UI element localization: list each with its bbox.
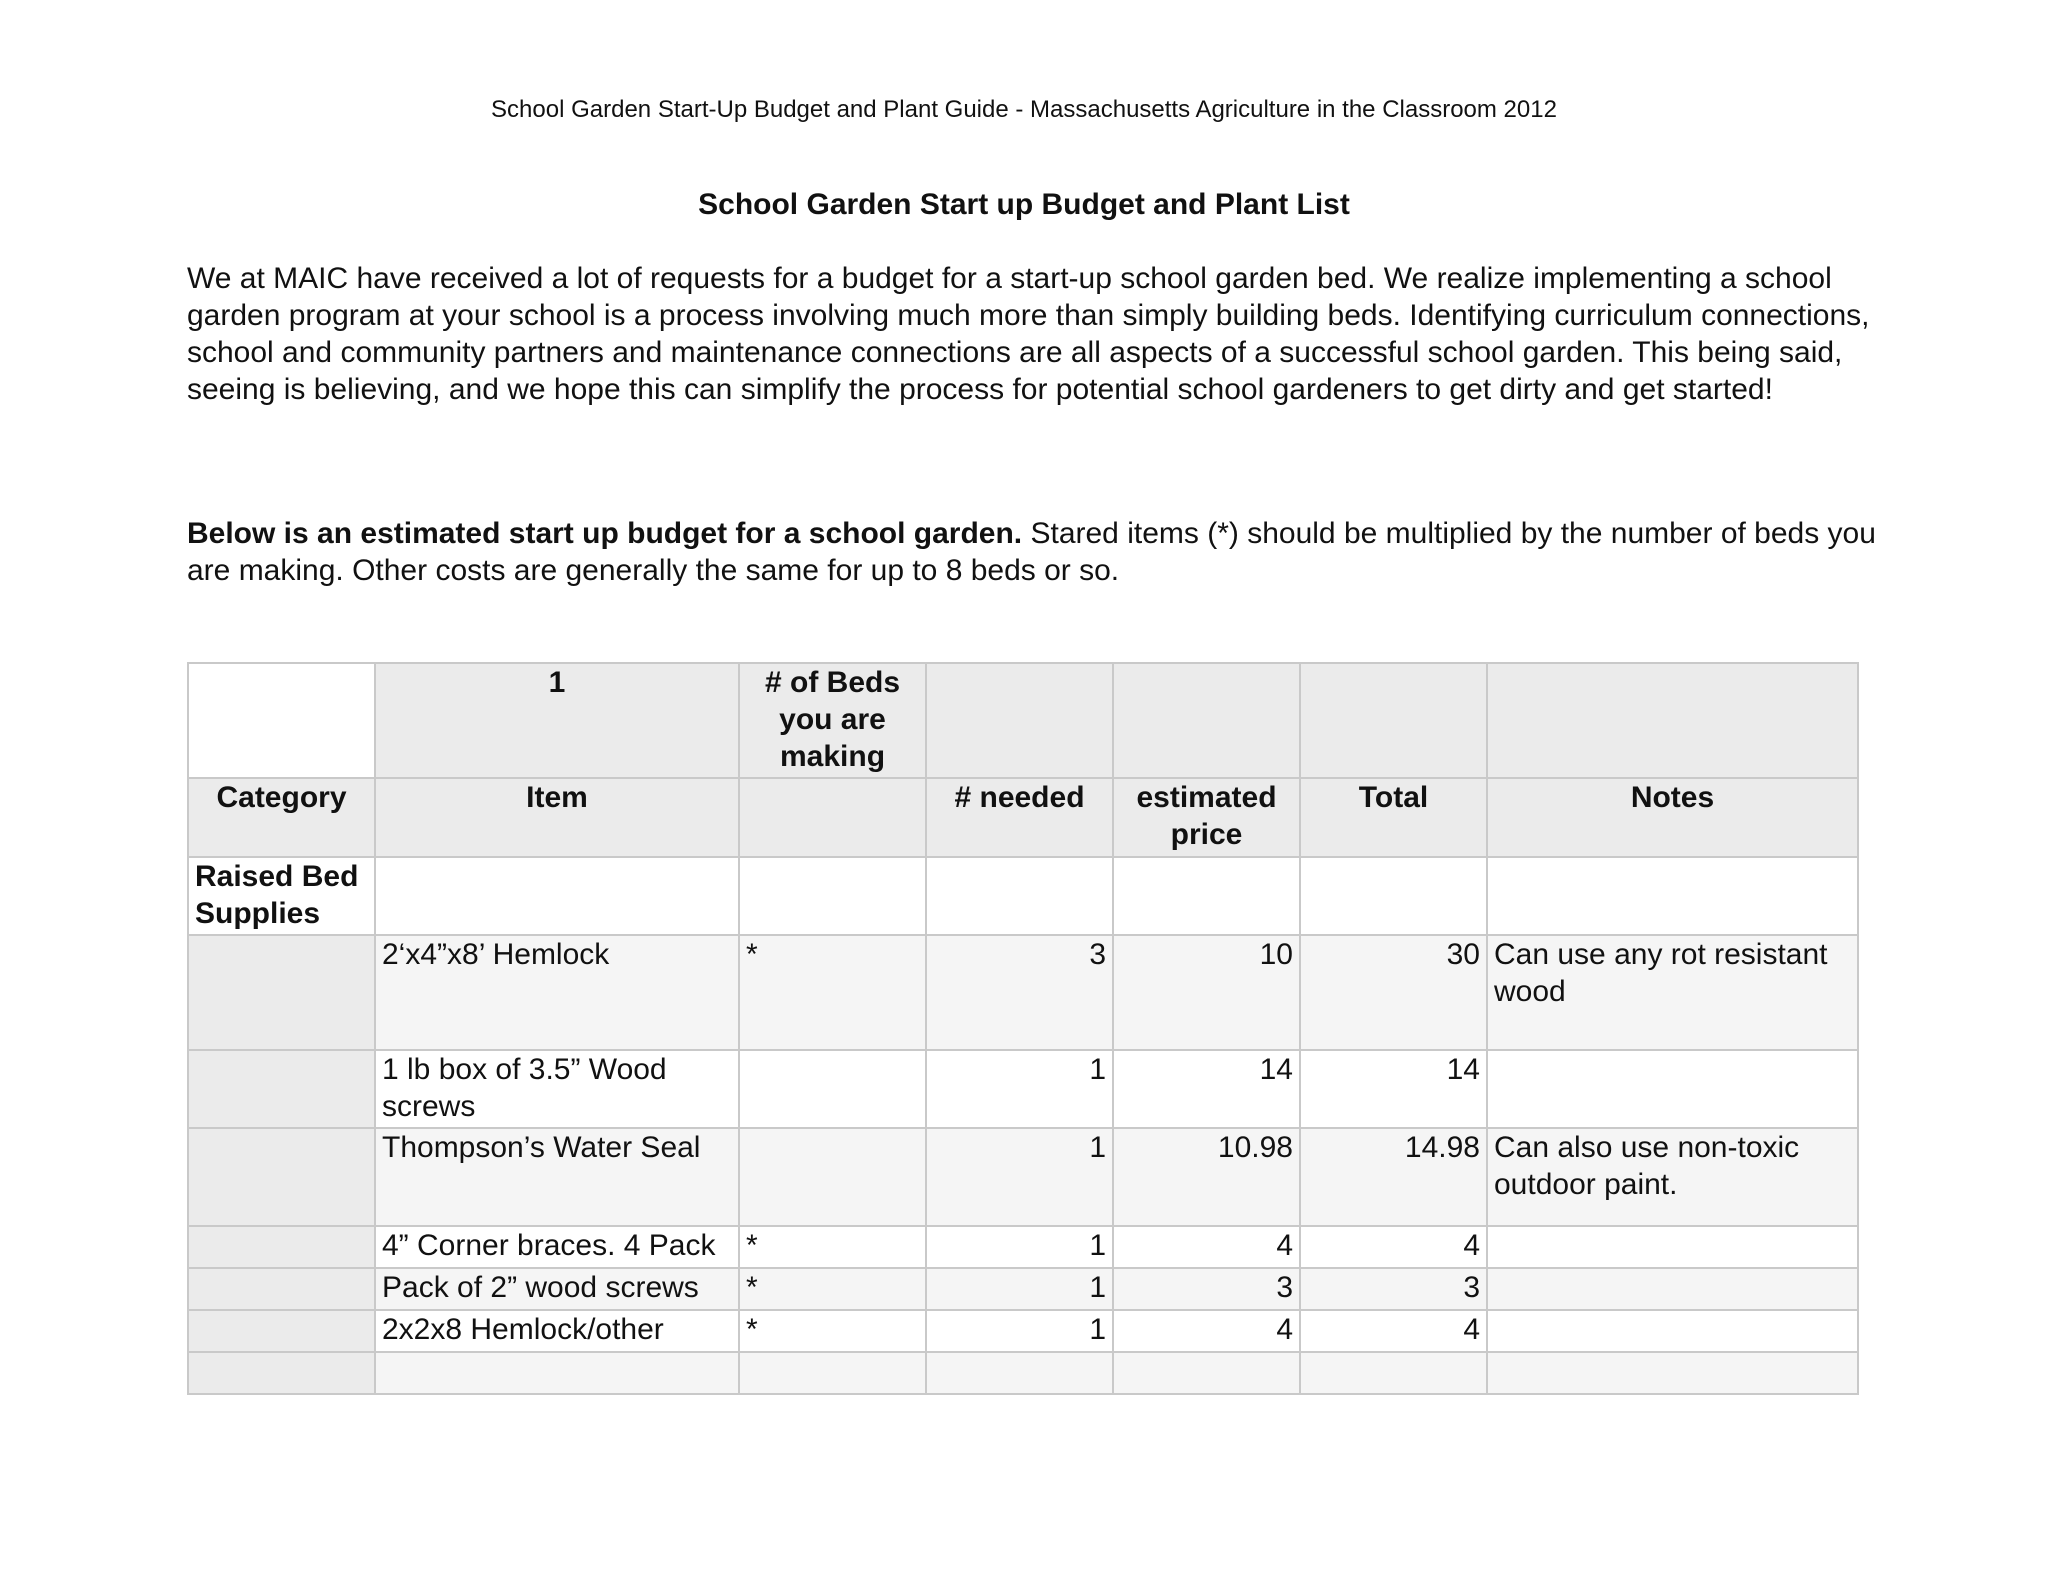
notes-cell: Can use any rot resistant wood	[1487, 935, 1858, 1050]
top-row-empty-cell	[1300, 663, 1487, 778]
table-cell	[739, 1352, 926, 1394]
total-cell: 14	[1300, 1050, 1487, 1128]
table-cell	[375, 1352, 739, 1394]
needed-cell: 1	[926, 1268, 1113, 1310]
top-row-item-cell: 1	[375, 663, 739, 778]
category-cell	[188, 1268, 375, 1310]
needed-cell: 1	[926, 1310, 1113, 1352]
budget-note-text: Stared items (*) should be multiplied by the number of beds you are making. Other costs are generally the same for up to 8 beds or so.	[187, 517, 1876, 587]
table-row-empty	[188, 1352, 1858, 1394]
table-row	[188, 1050, 1858, 1128]
column-header-needed: # needed	[926, 778, 1113, 857]
table-cell	[739, 857, 926, 935]
table-cell	[1487, 857, 1858, 935]
budget-table	[187, 662, 1859, 1395]
running-header: School Garden Start-Up Budget and Plant Guide - Massachusetts Agriculture in the Classroom 2012	[491, 96, 1557, 123]
top-row-empty-cell	[1487, 663, 1858, 778]
total-cell: 4	[1300, 1310, 1487, 1352]
notes-cell	[1487, 1226, 1858, 1268]
budget-note-bold: Below is an estimated start up budget for a school garden.	[187, 517, 1023, 550]
star-cell: *	[739, 1310, 926, 1352]
top-row-beds-cell: # of Beds you are making	[739, 663, 926, 778]
table-row	[188, 1128, 1858, 1226]
needed-cell: 3	[926, 935, 1113, 1050]
column-header-price: estimated price	[1113, 778, 1300, 857]
category-cell	[188, 1226, 375, 1268]
price-cell: 10.98	[1113, 1128, 1300, 1226]
table-cell	[926, 857, 1113, 935]
category-cell	[188, 1352, 375, 1394]
needed-cell: 1	[926, 1050, 1113, 1128]
needed-cell: 1	[926, 1128, 1113, 1226]
notes-cell	[1487, 1310, 1858, 1352]
price-cell: 4	[1113, 1310, 1300, 1352]
table-cell	[1113, 1352, 1300, 1394]
top-row-blank-cell	[188, 663, 375, 778]
table-cell	[375, 857, 739, 935]
total-cell: 3	[1300, 1268, 1487, 1310]
star-cell	[739, 1128, 926, 1226]
notes-cell	[1487, 1050, 1858, 1128]
star-cell: *	[739, 935, 926, 1050]
price-cell: 3	[1113, 1268, 1300, 1310]
notes-cell	[1487, 1268, 1858, 1310]
column-header-star	[739, 778, 926, 857]
table-row	[188, 1268, 1858, 1310]
notes-cell: Can also use non-toxic outdoor paint.	[1487, 1128, 1858, 1226]
budget-note-paragraph	[187, 515, 1887, 589]
table-cell	[1300, 1352, 1487, 1394]
item-cell: 2‘x4”x8’ Hemlock	[375, 935, 739, 1050]
total-cell: 30	[1300, 935, 1487, 1050]
table-row	[188, 1226, 1858, 1268]
table-row	[188, 935, 1858, 1050]
item-cell: 2x2x8 Hemlock/other	[375, 1310, 739, 1352]
price-cell: 14	[1113, 1050, 1300, 1128]
top-row-empty-cell	[1113, 663, 1300, 778]
section-label: Raised Bed Supplies	[188, 857, 375, 935]
table-row	[188, 1310, 1858, 1352]
intro-paragraph: We at MAIC have received a lot of requests for a budget for a start-up school garden bed. We realize implementing a school garden program at your school is a process involving much more than simply building beds. Identifying curriculum connections, school and community partners and maintenance connections are all aspects of a successful school garden. This being said, seeing is believing, and we hope this can simplify the process for potential school gardeners to get dirty and get started!	[187, 262, 1870, 406]
section-row	[188, 857, 1858, 935]
column-header-item: Item	[375, 778, 739, 857]
column-header-total: Total	[1300, 778, 1487, 857]
price-cell: 4	[1113, 1226, 1300, 1268]
table-cell	[1487, 1352, 1858, 1394]
total-cell: 14.98	[1300, 1128, 1487, 1226]
category-cell	[188, 1050, 375, 1128]
item-cell: 4” Corner braces. 4 Pack	[375, 1226, 739, 1268]
item-cell: Thompson’s Water Seal	[375, 1128, 739, 1226]
star-cell: *	[739, 1268, 926, 1310]
table-cell	[1113, 857, 1300, 935]
column-header-category: Category	[188, 778, 375, 857]
category-cell	[188, 1310, 375, 1352]
table-cell	[1300, 857, 1487, 935]
page-title: School Garden Start up Budget and Plant List	[698, 188, 1350, 221]
table-top-row	[188, 663, 1858, 778]
needed-cell: 1	[926, 1226, 1113, 1268]
item-cell: 1 lb box of 3.5” Wood screws	[375, 1050, 739, 1128]
price-cell: 10	[1113, 935, 1300, 1050]
table-cell	[926, 1352, 1113, 1394]
top-row-empty-cell	[926, 663, 1113, 778]
star-cell: *	[739, 1226, 926, 1268]
star-cell	[739, 1050, 926, 1128]
table-header-row	[188, 778, 1858, 857]
column-header-notes: Notes	[1487, 778, 1858, 857]
category-cell	[188, 935, 375, 1050]
category-cell	[188, 1128, 375, 1226]
item-cell: Pack of 2” wood screws	[375, 1268, 739, 1310]
total-cell: 4	[1300, 1226, 1487, 1268]
